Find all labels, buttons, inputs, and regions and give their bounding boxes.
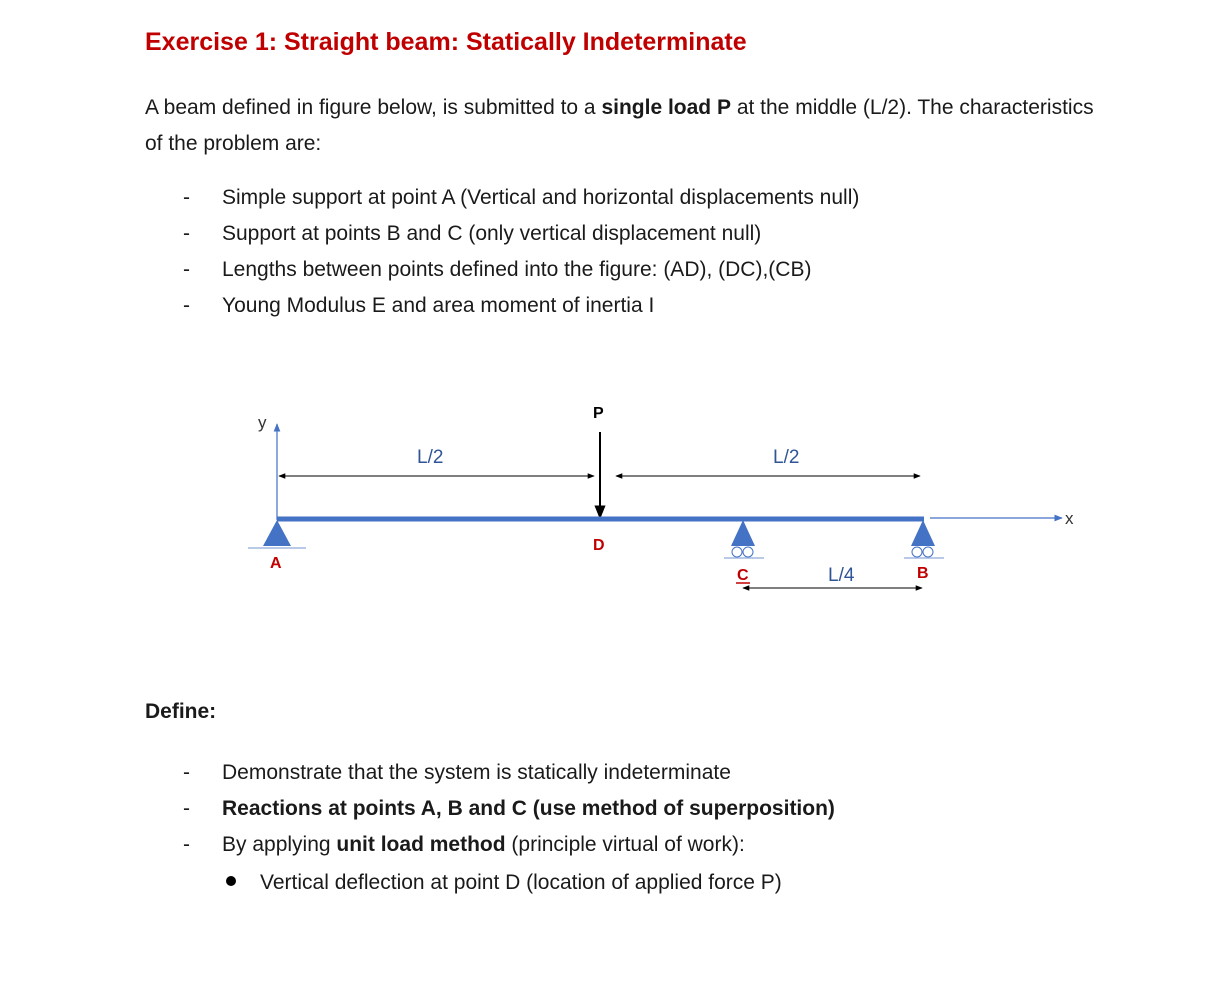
dash-bullet: - xyxy=(183,761,190,784)
task-text: By applying xyxy=(222,833,337,856)
sub-task-item xyxy=(222,865,782,901)
point-c-label: C xyxy=(737,567,749,584)
roller-wheel xyxy=(923,547,933,557)
characteristic-text: Simple support at point A (Vertical and horizontal displacements null) xyxy=(222,186,860,209)
define-heading: Define: xyxy=(145,700,217,723)
point-a-label: A xyxy=(270,555,282,572)
task-text: Demonstrate that the system is statically indeterminate xyxy=(222,761,731,784)
bullet-dot-icon xyxy=(226,876,236,886)
roller-wheel xyxy=(743,547,753,557)
dash-bullet: - xyxy=(183,222,190,245)
characteristic-text: Lengths between points defined into the figure: (AD), (DC),(CB) xyxy=(222,258,812,281)
dash-bullet: - xyxy=(183,833,190,856)
point-b-label: B xyxy=(917,565,929,582)
roller-support-c xyxy=(731,520,755,546)
y-axis-label: y xyxy=(258,413,267,432)
intro-bold-load: single load P xyxy=(601,96,731,119)
sub-task-text: Vertical deflection at point D (location of applied force P) xyxy=(260,871,782,894)
list-item xyxy=(175,827,835,863)
list-item xyxy=(175,791,835,827)
dim-right-label: L/2 xyxy=(773,447,800,468)
task-text-bold: Reactions at points A, B and C (use method of superposition) xyxy=(222,797,835,820)
dash-bullet: - xyxy=(183,294,190,317)
dash-bullet: - xyxy=(183,186,190,209)
characteristic-text: Young Modulus E and area moment of inertia I xyxy=(222,294,655,317)
point-d-label: D xyxy=(593,537,605,554)
task-text-bold: unit load method xyxy=(336,833,506,856)
intro-text-2: at the middle (L/2). The characteristics of the problem are: xyxy=(145,96,1094,155)
x-axis-label: x xyxy=(1065,509,1074,528)
roller-support-b xyxy=(911,520,935,546)
dim-cb-label: L/4 xyxy=(828,565,855,586)
roller-wheel xyxy=(732,547,742,557)
intro-text-1: A beam defined in figure below, is submitted to a xyxy=(145,96,602,119)
dash-bullet: - xyxy=(183,797,190,820)
list-item xyxy=(175,755,835,791)
dim-left-label: L/2 xyxy=(417,447,444,468)
dash-bullet: - xyxy=(183,258,190,281)
roller-wheel xyxy=(912,547,922,557)
tasks-list xyxy=(175,755,835,863)
characteristic-text: Support at points B and C (only vertical displacement null) xyxy=(222,222,762,245)
load-label: P xyxy=(593,405,604,422)
exercise-title: Exercise 1: Straight beam: Statically Indeterminate xyxy=(145,28,747,56)
pin-support-a xyxy=(263,520,291,546)
task-text: (principle virtual of work): xyxy=(505,833,745,856)
